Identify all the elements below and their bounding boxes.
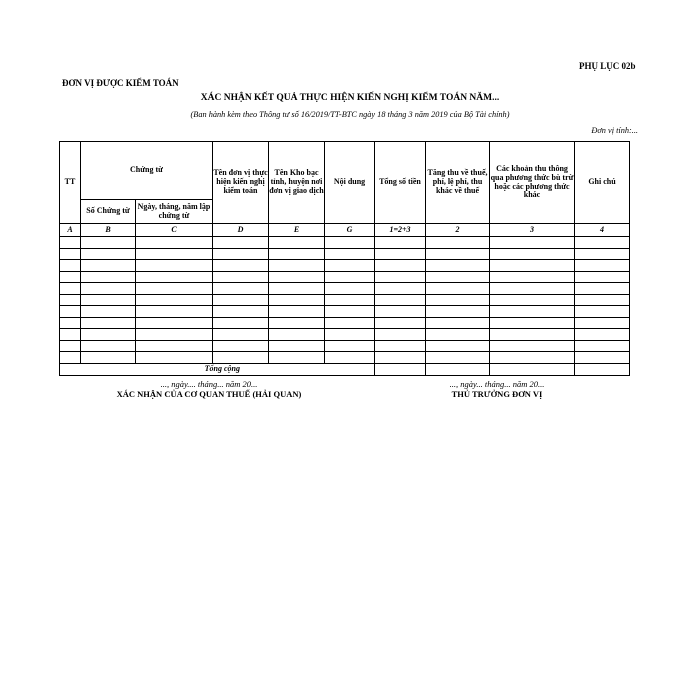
table-cell <box>60 317 81 329</box>
table-cell <box>269 340 325 352</box>
total-cell <box>575 363 630 375</box>
tax-authority-title: XÁC NHẬN CỦA CƠ QUAN THUẾ (HẢI QUAN) <box>116 389 302 399</box>
table-cell <box>81 271 136 283</box>
table-cell <box>136 329 213 341</box>
table-cell <box>269 317 325 329</box>
table-cell <box>490 352 575 364</box>
column-label: C <box>136 224 213 237</box>
table-cell <box>375 248 426 260</box>
header-offset: Các khoản thu thông qua phương thức bù trừ hoặc các phương thức khác <box>490 142 575 224</box>
table-cell <box>81 306 136 318</box>
table-cell <box>575 271 630 283</box>
table-cell <box>136 340 213 352</box>
table-cell <box>213 294 269 306</box>
table-cell <box>269 237 325 249</box>
total-cell <box>375 363 426 375</box>
table-row <box>60 271 630 283</box>
document-subtitle: (Ban hành kèm theo Thông tư số 16/2019/TT-BTC ngày 18 tháng 3 năm 2019 của Bộ Tài chính) <box>190 110 510 119</box>
header-note: Ghi chú <box>575 142 630 224</box>
table-cell <box>575 283 630 295</box>
table-cell <box>213 317 269 329</box>
table-cell <box>426 317 490 329</box>
table-cell <box>60 260 81 272</box>
column-label: A <box>60 224 81 237</box>
table-cell <box>490 260 575 272</box>
table-cell <box>81 329 136 341</box>
table-cell <box>490 283 575 295</box>
column-label: 4 <box>575 224 630 237</box>
table-cell <box>575 306 630 318</box>
table-cell <box>325 260 375 272</box>
column-label: G <box>325 224 375 237</box>
table-cell <box>325 248 375 260</box>
table-cell <box>81 294 136 306</box>
table-row <box>60 317 630 329</box>
table-cell <box>490 329 575 341</box>
table-cell <box>213 283 269 295</box>
table-cell <box>136 317 213 329</box>
table-cell <box>575 260 630 272</box>
table-cell <box>325 352 375 364</box>
table-cell <box>136 248 213 260</box>
table-cell <box>575 340 630 352</box>
table-cell <box>375 329 426 341</box>
table-cell <box>81 352 136 364</box>
table-cell <box>60 283 81 295</box>
table-cell <box>60 340 81 352</box>
table-cell <box>490 340 575 352</box>
table-cell <box>325 294 375 306</box>
audit-result-table <box>59 141 630 376</box>
table-cell <box>213 352 269 364</box>
table-cell <box>426 294 490 306</box>
document-title: XÁC NHẬN KẾT QUẢ THỰC HIỆN KIẾN NGHỊ KIỂM TOÁN NĂM... <box>200 93 500 103</box>
table-cell <box>136 283 213 295</box>
table-row <box>60 340 630 352</box>
header-treasury: Tên Kho bạc tỉnh, huyện nơi đơn vị giao dịch <box>269 142 325 224</box>
audited-unit-title: ĐƠN VỊ ĐƯỢC KIỂM TOÁN <box>62 78 179 88</box>
table-cell <box>60 306 81 318</box>
table-cell <box>60 248 81 260</box>
table-cell <box>136 271 213 283</box>
unit-head-date: ..., ngày... tháng... năm 20... <box>449 379 545 389</box>
table-cell <box>325 340 375 352</box>
table-cell <box>60 271 81 283</box>
table-cell <box>60 352 81 364</box>
total-cell <box>426 363 490 375</box>
table-cell <box>269 248 325 260</box>
table-cell <box>490 248 575 260</box>
table-cell <box>375 237 426 249</box>
table-cell <box>60 237 81 249</box>
table-cell <box>375 283 426 295</box>
currency-unit: Đơn vị tính:... <box>591 126 638 135</box>
table-cell <box>426 340 490 352</box>
column-label: B <box>81 224 136 237</box>
table-cell <box>213 248 269 260</box>
table-row <box>60 352 630 364</box>
table-cell <box>426 329 490 341</box>
table-cell <box>213 260 269 272</box>
table-cell <box>375 260 426 272</box>
header-total-amount: Tổng số tiền <box>375 142 426 224</box>
table-cell <box>375 340 426 352</box>
total-label: Tổng cộng <box>60 363 375 375</box>
table-cell <box>426 283 490 295</box>
table-cell <box>490 306 575 318</box>
column-label: D <box>213 224 269 237</box>
table-cell <box>60 329 81 341</box>
table-row <box>60 294 630 306</box>
table-cell <box>269 329 325 341</box>
table-cell <box>325 317 375 329</box>
table-cell <box>81 237 136 249</box>
tax-authority-signature <box>89 379 329 399</box>
column-label: E <box>269 224 325 237</box>
table-cell <box>575 352 630 364</box>
table-cell <box>213 306 269 318</box>
column-label: 3 <box>490 224 575 237</box>
table-cell <box>490 271 575 283</box>
table-cell <box>60 294 81 306</box>
table-cell <box>426 248 490 260</box>
header-voucher-number: Số Chứng từ <box>81 200 136 224</box>
table-cell <box>81 260 136 272</box>
table-cell <box>426 260 490 272</box>
table-cell <box>325 271 375 283</box>
table-cell <box>325 283 375 295</box>
table-cell <box>426 306 490 318</box>
table-cell <box>269 283 325 295</box>
table-cell <box>213 340 269 352</box>
table-cell <box>213 271 269 283</box>
column-label: 2 <box>426 224 490 237</box>
table-cell <box>136 352 213 364</box>
table-row <box>60 260 630 272</box>
table-cell <box>213 329 269 341</box>
table-cell <box>136 306 213 318</box>
table-cell <box>490 294 575 306</box>
column-label-row <box>60 224 630 237</box>
header-tt: TT <box>60 142 81 224</box>
table-cell <box>375 352 426 364</box>
table-cell <box>269 271 325 283</box>
header-voucher-date: Ngày, tháng, năm lập chứng từ <box>136 200 213 224</box>
unit-head-signature <box>377 379 617 399</box>
table-cell <box>490 317 575 329</box>
table-cell <box>81 340 136 352</box>
unit-head-title: THỦ TRƯỞNG ĐƠN VỊ <box>451 389 543 399</box>
table-cell <box>375 271 426 283</box>
table-cell <box>426 271 490 283</box>
table-cell <box>81 248 136 260</box>
tax-authority-date: ..., ngày.... tháng... năm 20... <box>160 379 258 389</box>
table-cell <box>575 329 630 341</box>
table-cell <box>426 237 490 249</box>
table-cell <box>269 352 325 364</box>
table-cell <box>375 317 426 329</box>
table-cell <box>575 294 630 306</box>
table-cell <box>325 237 375 249</box>
table-row <box>60 306 630 318</box>
total-cell <box>490 363 575 375</box>
table-cell <box>575 317 630 329</box>
table-row <box>60 283 630 295</box>
table-row <box>60 237 630 249</box>
table-cell <box>136 260 213 272</box>
table-cell <box>81 317 136 329</box>
table-cell <box>136 294 213 306</box>
header-tax-increase: Tăng thu về thuế, phí, lệ phí, thu khác về thuế <box>426 142 490 224</box>
column-label: 1=2+3 <box>375 224 426 237</box>
header-content: Nội dung <box>325 142 375 224</box>
header-unit-name: Tên đơn vị thực hiện kiến nghị kiểm toán <box>213 142 269 224</box>
table-cell <box>269 294 325 306</box>
table-cell <box>575 248 630 260</box>
table-cell <box>426 352 490 364</box>
table-row <box>60 329 630 341</box>
table-cell <box>375 294 426 306</box>
table-cell <box>575 237 630 249</box>
table-cell <box>325 329 375 341</box>
table-cell <box>81 283 136 295</box>
table-row <box>60 248 630 260</box>
appendix-label: PHỤ LỤC 02b <box>579 61 636 71</box>
table-cell <box>325 306 375 318</box>
table-cell <box>269 260 325 272</box>
table-cell <box>269 306 325 318</box>
table-cell <box>213 237 269 249</box>
header-voucher: Chứng từ <box>81 142 213 200</box>
table-cell <box>375 306 426 318</box>
table-cell <box>136 237 213 249</box>
table-cell <box>490 237 575 249</box>
